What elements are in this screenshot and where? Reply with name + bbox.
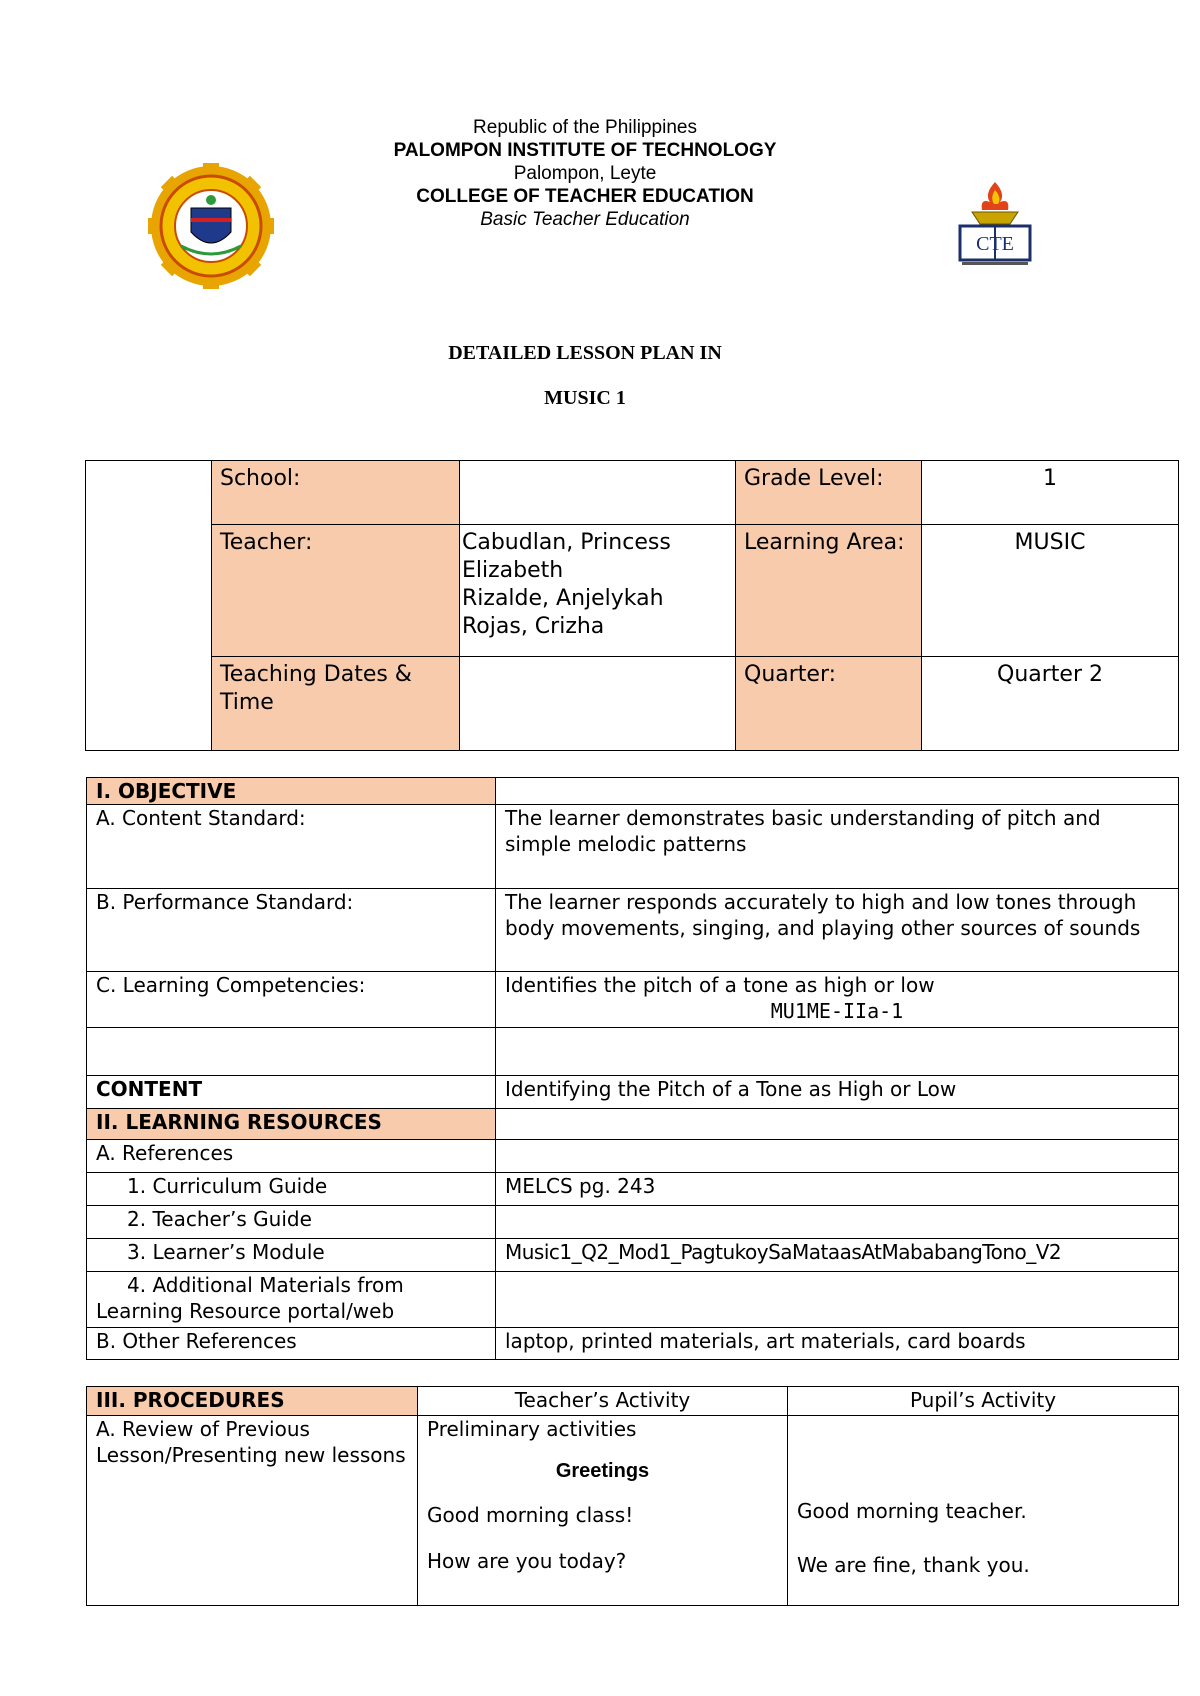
- info-table: [85, 460, 1179, 751]
- additional-materials-label: 4. Additional Materials from Learning Resource portal/web: [87, 1272, 496, 1328]
- teacher-question-line: How are you today?: [427, 1549, 627, 1573]
- teacher-activity-cell: [418, 1416, 788, 1606]
- teachers-guide-value: [496, 1206, 1179, 1239]
- greetings-heading: Greetings: [555, 1460, 650, 1482]
- references-label: A. References: [87, 1140, 496, 1173]
- competencies-label: C. Learning Competencies:: [87, 972, 496, 1028]
- content-standard-label: A. Content Standard:: [87, 805, 496, 889]
- teacher-label: Teacher:: [212, 525, 460, 657]
- pupil-activity-cell: [788, 1416, 1179, 1606]
- header-republic: Republic of the Philippines: [473, 117, 697, 138]
- pupil-greeting-line: Good morning teacher.: [797, 1499, 1027, 1523]
- teacher-greeting-line: Good morning class!: [427, 1503, 634, 1527]
- objective-heading-blank: [496, 778, 1179, 805]
- objectives-table: [86, 777, 1179, 1360]
- teachers-guide-label: 2. Teacher’s Guide: [87, 1206, 496, 1239]
- header-location: Palompon, Leyte: [513, 163, 657, 184]
- pupil-activity-header: Pupil’s Activity: [788, 1387, 1179, 1416]
- performance-standard-value: The learner responds accurately to high and low tones through body movements, singing, and playing other sources of sounds: [496, 889, 1179, 972]
- grade-label: Grade Level:: [736, 461, 922, 525]
- competency-code: MU1ME-IIa-1: [770, 999, 904, 1023]
- header-institute: PALOMPON INSTITUTE OF TECHNOLOGY: [393, 140, 777, 161]
- teacher-name: Rizalde, Anjelykah: [462, 586, 664, 611]
- curriculum-guide-label: 1. Curriculum Guide: [87, 1173, 496, 1206]
- info-blank-column: [86, 461, 212, 751]
- additional-materials-value: [496, 1272, 1179, 1328]
- procedures-heading: III. PROCEDURES: [87, 1387, 418, 1416]
- learning-area-value: MUSIC: [922, 525, 1179, 657]
- blank-row-value: [496, 1028, 1179, 1076]
- plan-subject: MUSIC 1: [544, 387, 626, 409]
- curriculum-guide-value: MELCS pg. 243: [496, 1173, 1179, 1206]
- teacher-names: [460, 525, 736, 657]
- school-label: School:: [212, 461, 460, 525]
- grade-value: 1: [922, 461, 1179, 525]
- objective-heading: I. OBJECTIVE: [87, 778, 496, 805]
- teacher-name: Rojas, Crizha: [462, 614, 605, 639]
- other-references-value: laptop, printed materials, art materials, card boards: [496, 1328, 1179, 1360]
- cte-logo-text: CTE: [976, 233, 1014, 255]
- content-standard-value: The learner demonstrates basic understanding of pitch and simple melodic patterns: [496, 805, 1179, 889]
- preliminary-text: Preliminary activities: [427, 1417, 637, 1441]
- references-blank: [496, 1140, 1179, 1173]
- learners-module-label: 3. Learner’s Module: [87, 1239, 496, 1272]
- header-program: Basic Teacher Education: [480, 209, 690, 230]
- competency-text: Identifies the pitch of a tone as high or low: [505, 973, 935, 997]
- teaching-dates-value: [460, 657, 736, 751]
- institution-header: [0, 116, 1170, 231]
- teaching-dates-label: Teaching Dates & Time: [212, 657, 460, 751]
- content-value: Identifying the Pitch of a Tone as High or Low: [496, 1076, 1179, 1109]
- learning-area-label: Learning Area:: [736, 525, 922, 657]
- step-a-label: A. Review of Previous Lesson/Presenting new lessons: [87, 1416, 418, 1606]
- other-references-label: B. Other References: [87, 1328, 496, 1360]
- competencies-cell: [496, 972, 1179, 1028]
- content-label: CONTENT: [87, 1076, 496, 1109]
- school-value: [460, 461, 736, 525]
- learners-module-value: Music1_Q2_Mod1_PagtukoySaMataasAtMababangTono_V2: [496, 1239, 1179, 1272]
- teacher-activity-header: Teacher’s Activity: [418, 1387, 788, 1416]
- plan-title: DETAILED LESSON PLAN IN: [448, 342, 722, 364]
- teacher-name: Cabudlan, Princess Elizabeth: [462, 530, 671, 583]
- quarter-value: Quarter 2: [922, 657, 1179, 751]
- resources-heading-blank: [496, 1109, 1179, 1140]
- blank-row-label: [87, 1028, 496, 1076]
- procedures-table: [86, 1386, 1179, 1606]
- pupil-answer-line: We are fine, thank you.: [797, 1553, 1030, 1577]
- header-college: COLLEGE OF TEACHER EDUCATION: [416, 186, 754, 207]
- performance-standard-label: B. Performance Standard:: [87, 889, 496, 972]
- quarter-label: Quarter:: [736, 657, 922, 751]
- resources-heading: II. LEARNING RESOURCES: [87, 1109, 496, 1140]
